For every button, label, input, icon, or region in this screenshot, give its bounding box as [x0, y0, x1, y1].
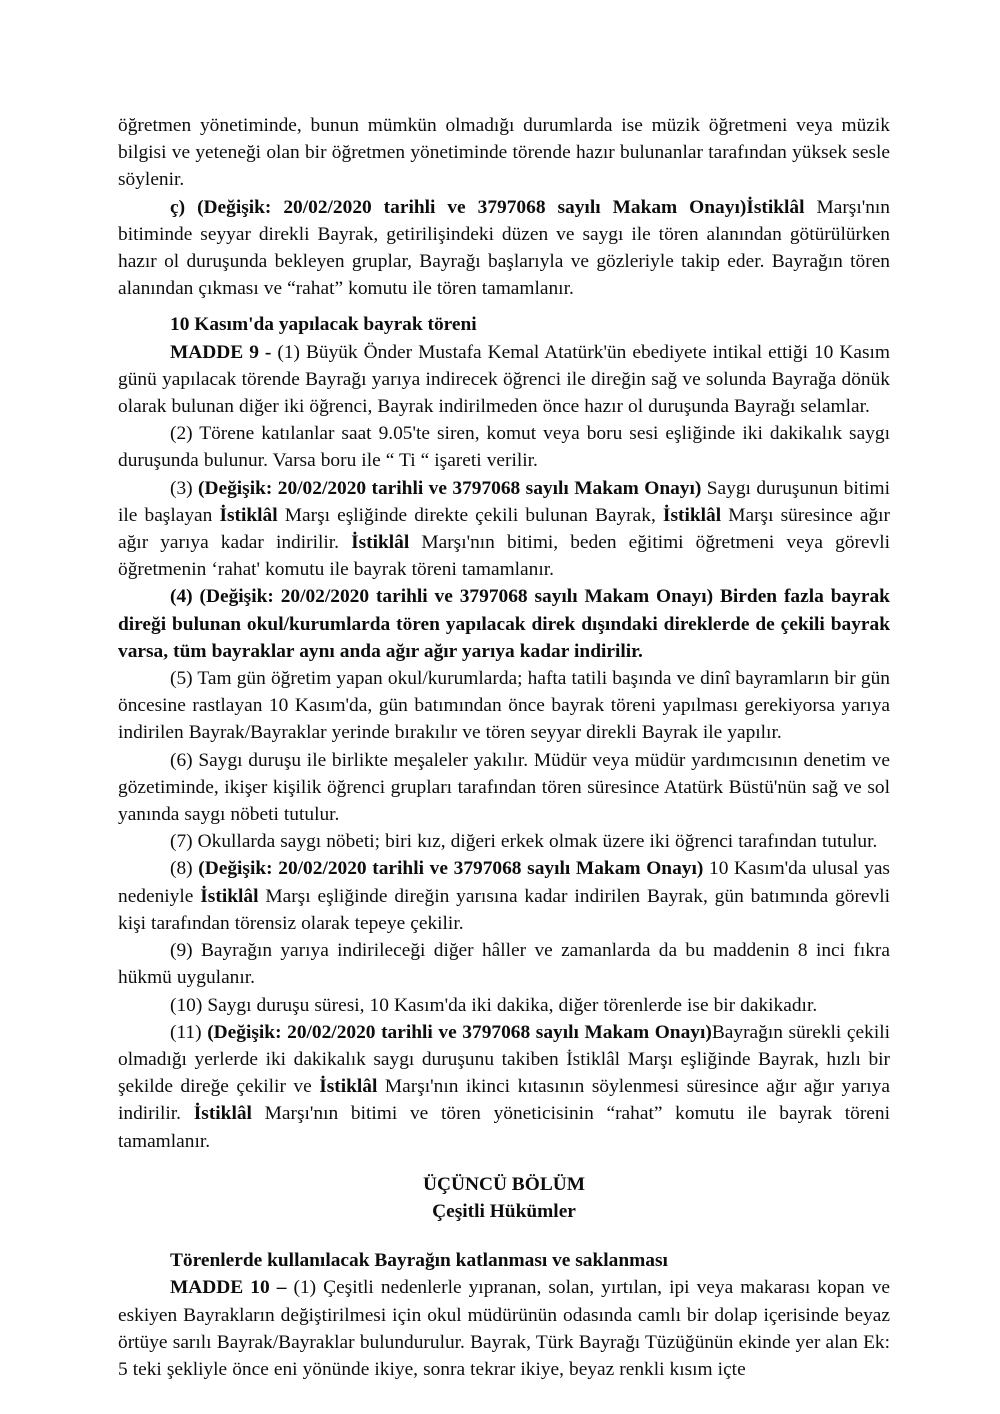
paragraph-clause-c [118, 194, 890, 303]
madde9-p8-seg1: 10 Kasım'da ulusal yas nedeniyle [118, 858, 890, 907]
paragraph-madde9-6 [118, 747, 890, 829]
madde9-p11-marker: (11) [170, 1021, 208, 1043]
section-heading-line2: Çeşitli Hükümler [432, 1200, 576, 1222]
paragraph-madde9-7 [118, 828, 890, 855]
paragraph-madde10-1 [118, 1274, 890, 1383]
madde9-p9-text: (9) Bayrağın yarıya indirileceği diğer hâller ve zamanlarda da bu maddenin 8 inci fıkra hükmü uygulanır. [118, 940, 890, 989]
madde9-p3-marker: (3) [170, 477, 199, 499]
istiklal-term: İstiklâl [193, 1103, 252, 1125]
madde9-p10-text: (10) Saygı duruşu süresi, 10 Kasım'da iki dakika, diğer törenlerde ise bir dakikadır. [170, 994, 818, 1016]
paragraph-madde9-2 [118, 420, 890, 474]
heading-madde9: 10 Kasım'da yapılacak bayrak töreni [170, 314, 477, 336]
spacer [118, 1155, 890, 1171]
paragraph-madde9-8 [118, 855, 890, 937]
amendment-note: (Değişik: 20/02/2020 tarihli ve 3797068 sayılı Makam Onayı) [197, 196, 747, 218]
continued-text: öğretmen yönetiminde, bunun mümkün olmadığı durumlarda ise müzik öğretmeni veya müzik bilgisi ve yeteneği olan bir öğretmen yönetiminde törende hazır bulunanlar tarafından yüksek sesle söylenir. [118, 115, 890, 191]
madde9-p3-seg1: Saygı duruşunun bitimi ile başlayan [118, 477, 890, 526]
paragraph-madde9-4 [118, 583, 890, 665]
spacer [118, 1225, 890, 1247]
paragraph-continued [118, 112, 890, 194]
paragraph-madde9-10 [118, 992, 890, 1019]
madde10-label: MADDE 10 – [170, 1277, 287, 1299]
amendment-note: (Değişik: 20/02/2020 tarihli ve 3797068 sayılı Makam Onayı) [199, 586, 714, 608]
spacer [118, 302, 890, 311]
madde9-p3-seg4: Marşı'nın bitimi, beden eğitimi öğretmeni veya görevli öğretmenin ‘rahat' komutu ile bayrak töreni tamamlanır. [118, 532, 890, 581]
paragraph-madde9-3 [118, 475, 890, 584]
madde9-p6-text: (6) Saygı duruşu ile birlikte meşaleler yakılır. Müdür veya müdür yardımcısının denetim ve gözetiminde, ikişer kişilik öğrenci grupları tarafından tören süresince Atatürk Büstü'nün sağ ve sol yanında saygı nöbeti tutulur. [118, 749, 890, 826]
istiklal-term: İstiklâl [200, 885, 259, 907]
amendment-note: (Değişik: 20/02/2020 tarihli ve 3797068 sayılı Makam Onayı) [198, 858, 704, 880]
madde9-p11-seg2: Marşı'nın ikinci kıtasının söylenmesi süresince ağır ağır yarıya indirilir. [118, 1076, 890, 1125]
amendment-note: (Değişik: 20/02/2020 tarihli ve 3797068 sayılı Makam Onayı) [198, 477, 702, 499]
madde9-p4-marker: (4) [170, 586, 200, 608]
amendment-note: (Değişik: 20/02/2020 tarihli ve 3797068 sayılı Makam Onayı) [207, 1021, 712, 1043]
madde9-body: (1) Büyük Önder Mustafa Kemal Atatürk'ün ebediyete intikal ettiği 10 Kasım günü yapılacak törende Bayrağı yarıya indirecek öğrenci ile direğin sağ ve solunda Bayrağa dönük olarak bulunan diğer iki öğrenci, Bayrak indirilmeden önce hazır ol duruşunda Bayrağı selamlar. [118, 341, 890, 418]
istiklal-term: İstiklâl [746, 196, 805, 218]
madde9-p11-seg3: Marşı'nın bitimi ve tören yöneticisinin “rahat” komutu ile bayrak töreni tamamlanır. [118, 1103, 890, 1152]
madde9-p4-text: Birden fazla bayrak direği bulunan okul/kurumlarda tören yapılacak direk dışındaki direklerde de çekili bayrak varsa, tüm bayraklar aynı anda ağır ağır yarıya kadar indirilir. [118, 586, 890, 662]
madde9-p3-seg3: Marşı süresince ağır ağır yarıya kadar indirilir. [118, 504, 890, 554]
madde9-p8-marker: (8) [170, 858, 199, 880]
istiklal-term: İstiklâl [662, 504, 722, 526]
madde9-p11-seg1: Bayrağın sürekli çekili olmadığı yerlerde iki dakikalık saygı duruşunu takiben İstiklâl Marşı eşliğinde Bayrak, hızlı bir şekilde direğe çekilir ve [118, 1021, 890, 1098]
istiklal-term: İstiklâl [351, 532, 410, 554]
paragraph-madde9-11 [118, 1019, 890, 1155]
madde9-p5-text: (5) Tam gün öğretim yapan okul/kurumlarda; hafta tatili başında ve dinî bayramların bir gün öncesine rastlayan 10 Kasım'da, gün batımından önce bayrak töreni yapılması gerekiyorsa yarıya indirilen Bayrak/Bayraklar yerinde bırakılır ve tören seyyar direkli Bayrak ile yapılır. [118, 668, 890, 744]
text-column [118, 112, 890, 1383]
madde9-p2-text: (2) Törene katılanlar saat 9.05'te siren, komut veya boru sesi eşliğinde iki dakikalık saygı duruşunda bulunur. Varsa boru ile “ Ti “ işareti verilir. [118, 423, 890, 472]
madde9-p3-seg2: Marşı eşliğinde direkte çekili bulunan Bayrak, [277, 504, 663, 526]
madde9-label: MADDE 9 - [170, 341, 272, 363]
paragraph-madde9-9 [118, 937, 890, 991]
section-heading-block [118, 1171, 890, 1225]
clause-marker: ç) [170, 196, 186, 218]
istiklal-term: İstiklâl [219, 504, 278, 526]
clause-body: Marşı'nın bitiminde seyyar direkli Bayrak, getirilişindeki düzen ve saygı ile tören alanından götürülürken hazır ol duruşunda bekleyen gruplar, Bayrağı başlarıyla ve gözleriyle takip eder. Bayrağın tören alanından çıkması ve “rahat” komutu ile tören tamamlanır. [118, 196, 890, 300]
heading-madde10: Törenlerde kullanılacak Bayrağın katlanması ve saklanması [170, 1250, 668, 1272]
paragraph-madde9-1 [118, 339, 890, 421]
madde10-body: (1) Çeşitli nedenlerle yıpranan, solan, yırtılan, ipi veya makarası kopan ve eskiyen Bayrakların değiştirilmesi için okul müdürünün odasında camlı bir dolap içerisinde beyaz örtüye sarılı Bayrak/Bayraklar bulundurulur. Bayrak, Türk Bayrağı Tüzüğünün ekinde yer alan Ek: 5 teki şekliyle önce eni yönünde ikiye, sonra tekrar ikiye, beyaz renkli kısım içte [118, 1277, 891, 1380]
madde9-p8-seg2: Marşı eşliğinde direğin yarısına kadar indirilen Bayrak, gün batımında görevli kişi tarafından törensiz olarak tepeye çekilir. [118, 885, 891, 934]
paragraph-madde9-5 [118, 665, 890, 747]
section-heading-line1: ÜÇÜNCÜ BÖLÜM [422, 1173, 586, 1195]
clause-space [185, 197, 197, 218]
madde9-p7-text: (7) Okullarda saygı nöbeti; biri kız, diğeri erkek olmak üzere iki öğrenci tarafından tutulur. [170, 831, 878, 853]
istiklal-term: İstiklâl [319, 1076, 378, 1098]
